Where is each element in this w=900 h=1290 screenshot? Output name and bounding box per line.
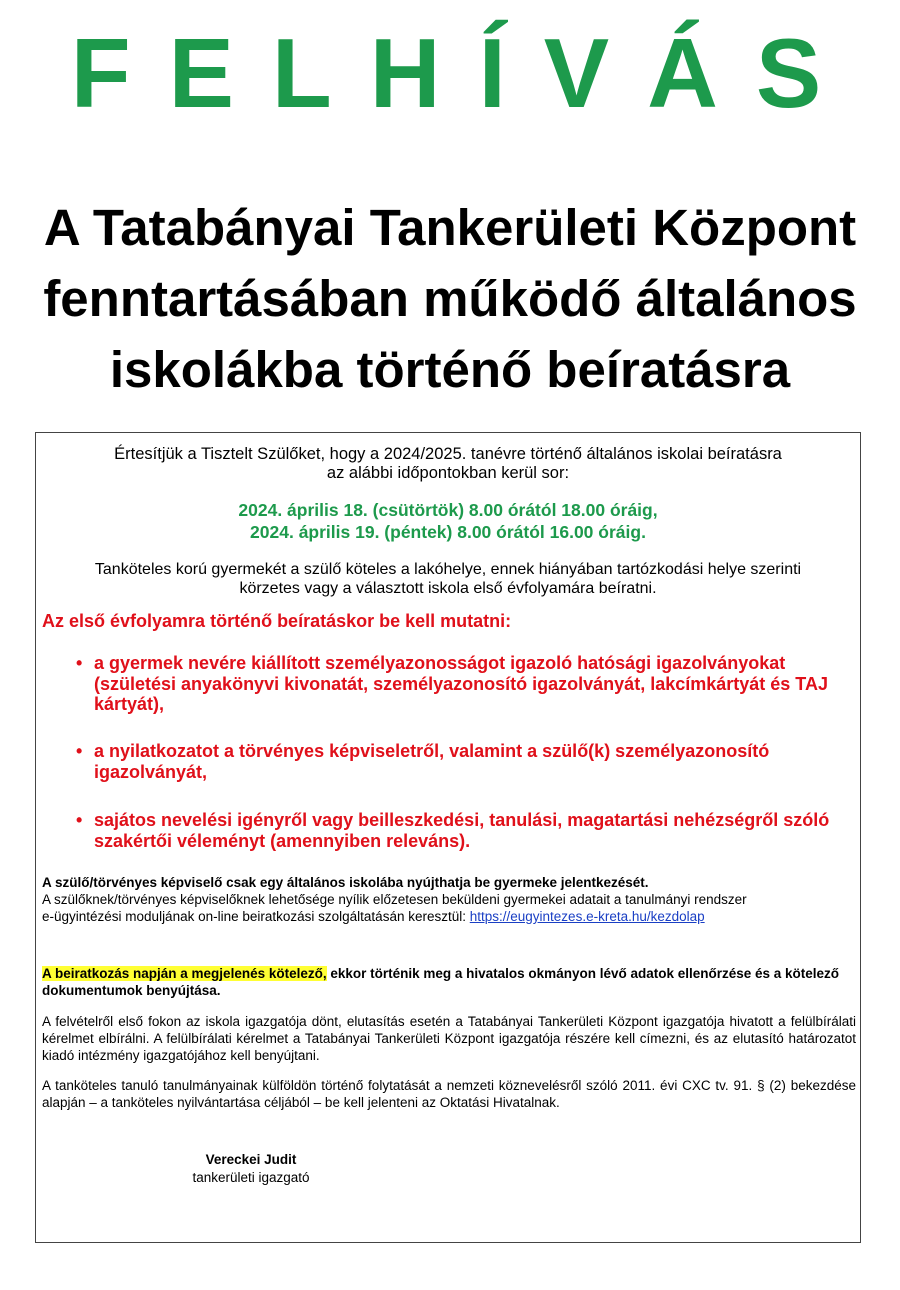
- requirements-heading: Az első évfolyamra történő beíratáskor be kell mutatni:: [42, 611, 512, 631]
- requirement-text: sajátos nevelési igényről vagy beilleszkedési, tanulási, magatartási nehézségről szóló szakértői véleményt (amennyiben releváns).: [94, 810, 830, 851]
- requirement-text: a nyilatkozatot a törvényes képviseletről, valamint a szülő(k) személyazonosító igazolványát,: [94, 741, 770, 782]
- online-line-3: e-ügyintézési moduljának on-line beiratkozási szolgáltatásán keresztül: https://eugyintezes.e-kreta.hu/kezdolap: [42, 909, 705, 924]
- attendance-notice: [42, 965, 856, 999]
- obligation-text: [36, 560, 860, 598]
- requirement-item: [76, 741, 858, 782]
- obligation-line-2: körzetes vagy a választott iskola első évfolyamára beíratni.: [239, 580, 657, 597]
- online-notice: [42, 874, 856, 925]
- abroad-paragraph: A tanköteles tanuló tanulmányainak külföldön történő folytatását a nemzeti köznevelésről szóló 2011. évi CXC tv. 91. § (2) bekezdése alapján – a tanköteles nyilvántartása céljából – be kell jelenteni az Oktatási Hivatalnak.: [42, 1078, 856, 1110]
- intro-text: [36, 445, 860, 483]
- ekreta-link[interactable]: https://eugyintezes.e-kreta.hu/kezdolap: [469, 909, 705, 924]
- title-line-3: iskolákba történő beíratásra: [109, 341, 791, 398]
- attendance-highlight: A beiratkozás napján a megjelenés kötelező,: [42, 966, 327, 981]
- single-school-notice: A szülő/törvényes képviselő csak egy általános iskolába nyújthatja be gyermeke jelentkezését.: [42, 875, 649, 890]
- title-line-1: A Tatabányai Tankerületi Központ: [43, 199, 857, 256]
- signer-name: Vereckei Judit: [205, 1152, 297, 1167]
- date-line-2: 2024. április 19. (péntek) 8.00 órától 16.00 óráig.: [250, 522, 646, 542]
- online-line-2: A szülőknek/törvényes képviselőknek lehetősége nyílik előzetesen beküldeni gyermekei adatait a tanulmányi rendszer: [42, 892, 747, 907]
- title-line-2: fenntartásában működő általános: [43, 270, 857, 327]
- requirement-item: [76, 653, 858, 715]
- obligation-line-1: Tanköteles korú gyermekét a szülő köteles a lakóhelye, ennek hiányában tartózkodási helye szerinti: [94, 561, 802, 578]
- notice-box: [35, 432, 861, 1243]
- requirement-text: a gyermek nevére kiállított személyazonosságot igazoló hatósági igazolványokat (születési anyakönyvi kivonatát, személyazonosító igazolványát, lakcímkártyát és TAJ kártyát),: [94, 653, 828, 714]
- date-line-1: 2024. április 18. (csütörtök) 8.00 órától 18.00 óráig,: [238, 500, 658, 520]
- intro-line-2: az alábbi időpontokban kerül sor:: [326, 464, 570, 482]
- requirement-item: [76, 810, 858, 851]
- attendance-rest: ekkor történik meg a hivatalos okmányon lévő adatok ellenőrzése és a kötelező dokumentumok benyújtása.: [42, 966, 840, 998]
- bullet-icon: •: [76, 810, 83, 830]
- bullet-icon: •: [76, 653, 83, 673]
- enrollment-dates: [36, 499, 860, 543]
- signature-block: [176, 1151, 326, 1187]
- signer-role: tankerületi igazgató: [192, 1170, 310, 1185]
- intro-line-1: Értesítjük a Tisztelt Szülőket, hogy a 2024/2025. tanévre történő általános iskolai beíratásra: [114, 445, 782, 463]
- appeal-paragraph: A felvételről első fokon az iskola igazgatója dönt, elutasítás esetén a Tatabányai Tankerületi Központ igazgatója hivatott a felülbírálati kérelmet elbírálni. A felülbírálati kérelmet a Tatabányai Tankerületi Központ igazgatója részére kell címezni, és az elutasító határozatot kiadó intézmény igazgatójához kell benyújtani.: [42, 1014, 856, 1063]
- headline-felhivas: FELHÍVÁS: [70, 18, 860, 128]
- page-title: [0, 192, 900, 405]
- bullet-icon: •: [76, 741, 83, 761]
